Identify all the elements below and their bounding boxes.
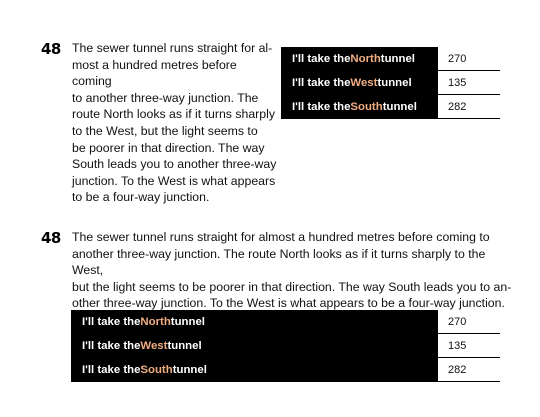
choice-north[interactable]: I'll take the North tunnel 270 xyxy=(281,47,500,71)
choice-south[interactable]: I'll take the South tunnel 282 xyxy=(281,95,500,119)
choice-page-number: 270 xyxy=(438,47,500,71)
choice-page-number: 282 xyxy=(438,358,500,382)
section-number: 48 xyxy=(41,229,61,247)
choice-page-number: 270 xyxy=(438,310,500,334)
choice-north[interactable]: I'll take the North tunnel 270 xyxy=(71,310,500,334)
choice-page-number: 135 xyxy=(438,71,500,95)
choice-south[interactable]: I'll take the South tunnel 282 xyxy=(71,358,500,382)
choice-list xyxy=(71,310,500,382)
choice-page-number: 135 xyxy=(438,334,500,358)
choice-west[interactable]: I'll take the West tunnel 135 xyxy=(71,334,500,358)
passage-text: The sewer tunnel runs straight for almost a hundred metres before coming to another three-way junction. The route North looks as if it turns sharply to the West, but the light seems to be poorer in that direction. The way South leads you to an- other three-way junction. To the West is what appears to be a four-way junction. xyxy=(72,230,512,311)
choice-page-number: 282 xyxy=(438,95,500,119)
section-number: 48 xyxy=(41,40,61,58)
choice-list xyxy=(281,47,500,119)
choice-west[interactable]: I'll take the West tunnel 135 xyxy=(281,71,500,95)
passage-text: The sewer tunnel runs straight for al- most a hundred metres before coming to another three-way junction. The route North looks as if it turns sharply to the West, but the light seems to be poorer in that direction. The way South leads you to another three-way junction. To the West is what appears to be a four-way junction. xyxy=(72,41,277,205)
